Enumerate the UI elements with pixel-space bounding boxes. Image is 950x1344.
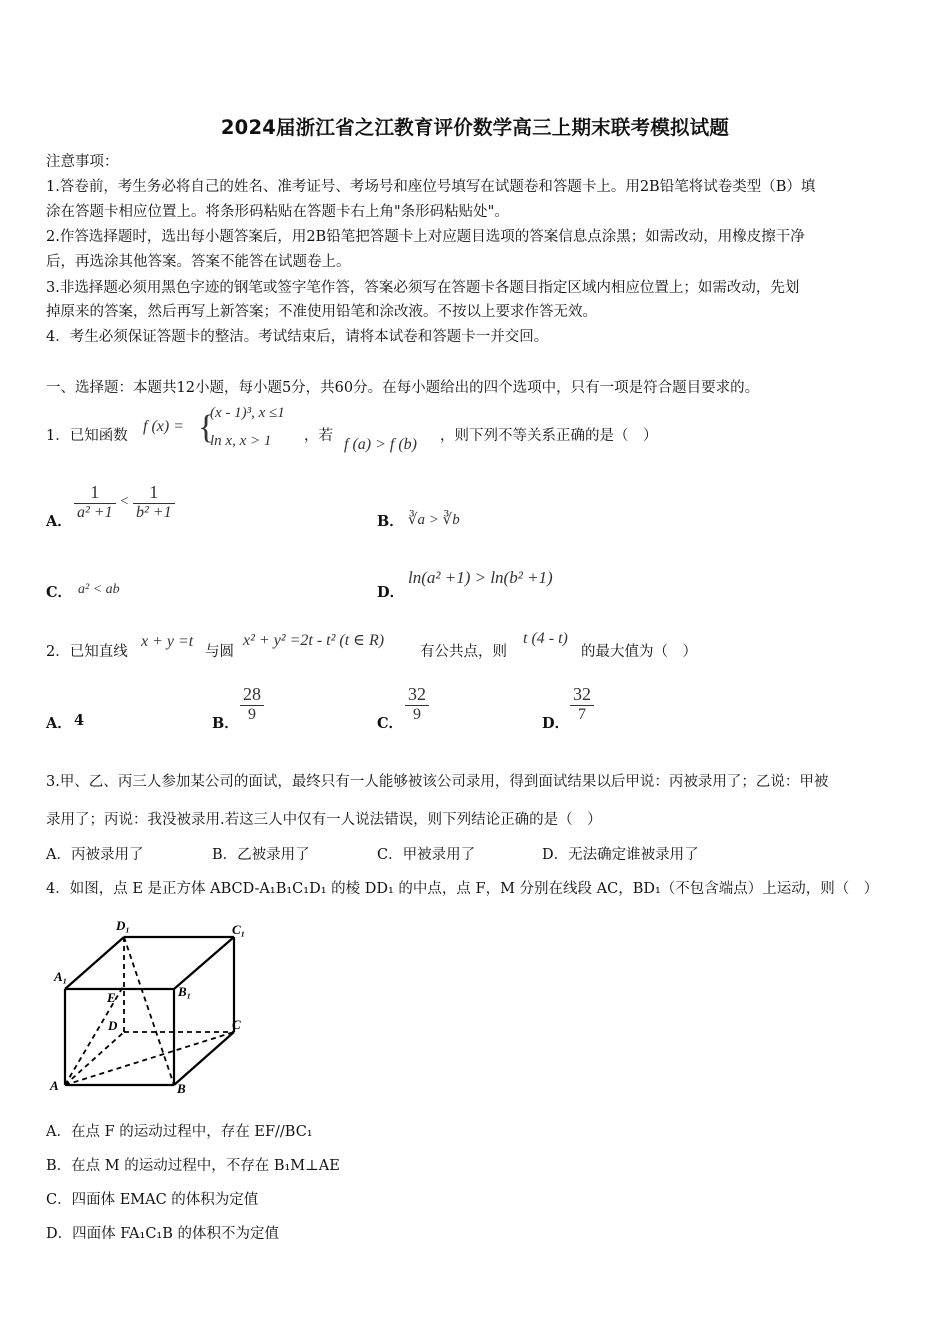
label-e: E xyxy=(107,990,116,1005)
page-title: 2024届浙江省之江教育评价数学高三上期末联考模拟试题 xyxy=(220,116,730,139)
label-d: D xyxy=(108,1018,118,1033)
q3-option-d: D．无法确定谁被录用了 xyxy=(542,847,699,863)
q2-option-d-label: D． xyxy=(542,715,570,732)
q1-option-c: a² < ab xyxy=(78,582,120,597)
notice-heading: 注意事项： xyxy=(46,154,119,170)
q2-opt-b-num: 28 xyxy=(243,684,261,704)
q1-option-d-label: D． xyxy=(377,584,405,601)
q4-option-c: C．四面体 EMAC 的体积为定值 xyxy=(46,1192,259,1208)
q2-circle: x² + y² =2t - t² (t ∈ R) xyxy=(243,632,385,649)
q1-opt-a-den2: b² +1 xyxy=(133,503,175,522)
q2-mid2: 有公共点，则 xyxy=(420,644,507,660)
q1-option-a xyxy=(74,482,175,522)
notice-line: 后，再选涂其他答案。答案不能答在试题卷上。 xyxy=(46,254,351,270)
label-a1: A₁ xyxy=(54,969,68,984)
notice-line: 2.作答选择题时，选出每小题答案后，用2B铅笔把答题卡上对应题目选项的答案信息点涂黑；如需改动，用橡皮擦干净 xyxy=(46,229,805,245)
q4-option-b: B．在点 M 的运动过程中，不存在 B₁M⊥AE xyxy=(46,1158,340,1174)
q2-option-d xyxy=(570,684,594,724)
q1-case2: ln x, x > 1 xyxy=(210,433,272,449)
q2-option-b-label: B． xyxy=(212,715,239,732)
q1-option-c-label: C． xyxy=(46,584,73,601)
q1-case1: (x - 1)³, x ≤1 xyxy=(210,405,285,421)
q2-opt-b-den: 9 xyxy=(240,705,264,724)
q2-opt-d-den: 7 xyxy=(570,705,594,724)
q1-option-d: ln(a² +1) > ln(b² +1) xyxy=(408,568,553,587)
q1-function: f (x) = xyxy=(143,418,184,435)
q3-option-b: B．乙被录用了 xyxy=(212,847,310,863)
q3-option-a: A．丙被录用了 xyxy=(46,847,144,863)
q2-option-a: 4 xyxy=(74,712,85,729)
notice-line: 4．考生必须保证答题卡的整洁。考试结束后，请将本试卷和答题卡一并交回。 xyxy=(46,329,549,345)
edge-b1-c1 xyxy=(174,937,234,989)
cube-figure xyxy=(40,912,260,1102)
label-c1: C₁ xyxy=(232,922,246,937)
label-a: A xyxy=(50,1078,59,1093)
label-b1: B₁ xyxy=(178,984,192,999)
q2-option-c xyxy=(405,684,429,724)
q2-expression: t (4 - t) xyxy=(523,630,568,647)
q1-opt-a-lt: < xyxy=(120,493,129,510)
q1-opt-a-den1: a² +1 xyxy=(74,503,116,522)
edge-a1-d1 xyxy=(65,937,124,989)
q2-mid1: 与圆 xyxy=(205,644,234,660)
q2-option-c-label: C． xyxy=(377,715,404,732)
q4-stem: 4．如图，点 E 是正方体 ABCD-A₁B₁C₁D₁ 的棱 DD₁ 的中点，点 F，M 分别在线段 AC，BD₁（不包含端点）上运动，则（ ） xyxy=(46,881,879,897)
notice-line: 3.非选择题必须用黑色字迹的钢笔或签字笔作答，答案必须写在答题卡各题目指定区域内相应位置上；如需改动，先划 xyxy=(46,280,800,296)
q2-opt-c-den: 9 xyxy=(405,705,429,724)
q1-opt-a-num2: 1 xyxy=(149,482,159,502)
q3-stem-line1: 3.甲、乙、丙三人参加某公司的面试，最终只有一人能够被该公司录用，得到面试结果以后甲说：丙被录用了；乙说：甲被 xyxy=(46,774,829,790)
notice-line: 1.答卷前，考生务必将自己的姓名、准考证号、考场号和座位号填写在试题卷和答题卡上。用2B铅笔将试卷类型（B）填 xyxy=(46,179,816,195)
section-heading: 一、选择题：本题共12小题，每小题5分，共60分。在每小题给出的四个选项中，只有一项是符合题目要求的。 xyxy=(46,380,760,396)
notice-line: 涂在答题卡相应位置上。将条形码粘贴在答题卡右上角"条形码粘贴处"。 xyxy=(46,204,509,220)
edge-a-d xyxy=(65,1032,124,1085)
q1-mid: ，若 xyxy=(304,428,333,444)
q2-option-b xyxy=(240,684,264,724)
q2-option-a-label: A． xyxy=(46,715,72,732)
q3-option-c: C．甲被录用了 xyxy=(377,847,476,863)
q2-prefix: 2．已知直线 xyxy=(46,644,128,660)
q1-opt-a-num: 1 xyxy=(90,482,100,502)
notice-line: 掉原来的答案，然后再写上新答案；不准使用铅笔和涂改液。不按以上要求作答无效。 xyxy=(46,304,597,320)
q1-condition: f (a) > f (b) xyxy=(344,436,417,453)
q3-stem-line2: 录用了；丙说：我没被录用.若这三人中仅有一人说法错误，则下列结论正确的是（ ） xyxy=(46,812,602,828)
q2-opt-d-num: 32 xyxy=(573,684,591,704)
label-c: C xyxy=(232,1017,241,1032)
q4-option-a: A．在点 F 的运动过程中，存在 EF//BC₁ xyxy=(46,1124,313,1140)
label-d1: D₁ xyxy=(116,918,130,933)
edge-b-c xyxy=(174,1032,234,1085)
diagonal-a-c xyxy=(65,1032,234,1085)
q1-suffix: ，则下列不等关系正确的是（ ） xyxy=(440,428,658,444)
q1-option-b: ∛a > ∛b xyxy=(408,512,460,528)
q1-option-a-label: A． xyxy=(46,513,72,530)
q2-opt-c-num: 32 xyxy=(408,684,426,704)
diagonal-b-d1 xyxy=(124,937,174,1085)
q2-suffix: 的最大值为（ ） xyxy=(581,644,697,660)
q1-option-b-label: B． xyxy=(377,513,404,530)
label-b: B xyxy=(177,1081,186,1096)
q2-line: x + y =t xyxy=(141,633,194,650)
q1-prefix: 1．已知函数 xyxy=(46,428,128,444)
q4-option-d: D．四面体 FA₁C₁B 的体积不为定值 xyxy=(46,1226,279,1242)
q1-brace: { xyxy=(198,409,215,446)
